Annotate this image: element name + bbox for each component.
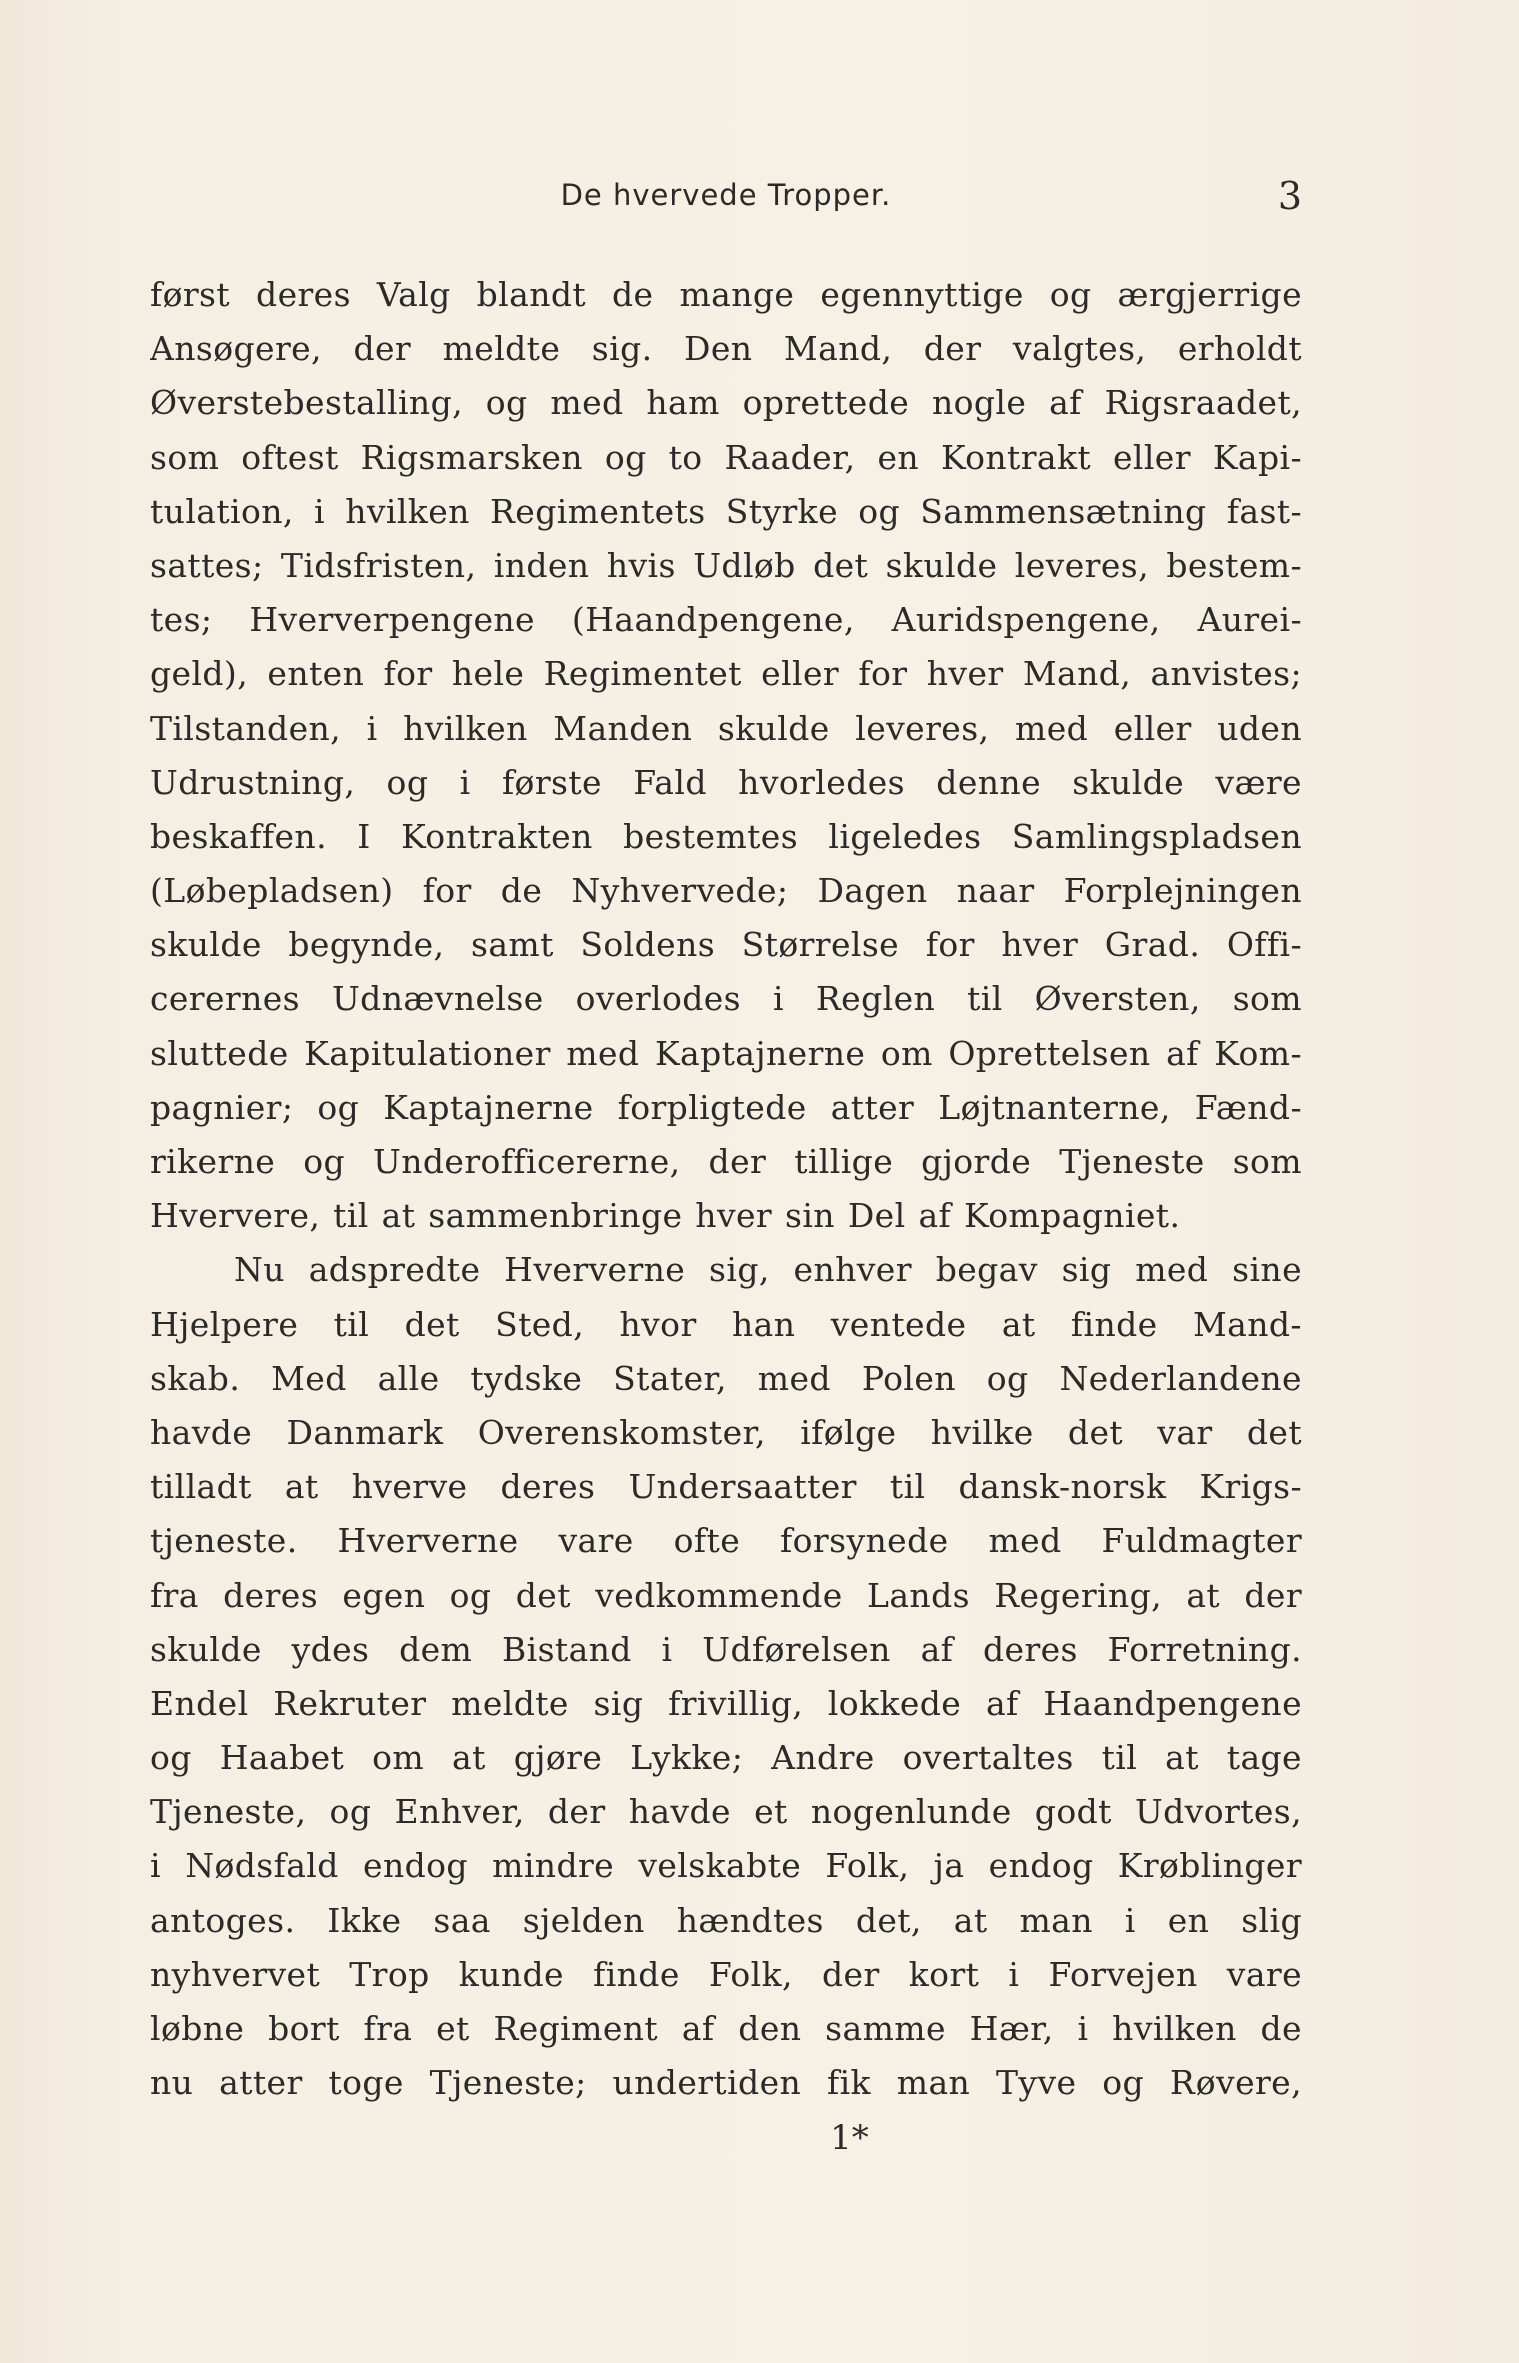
text-line: først deres Valg blandt de mange egennyttige og ærgjerrige	[150, 275, 1302, 314]
text-line: Hjelpere til det Sted, hvor han ventede at finde Mand-	[150, 1304, 1302, 1344]
text-line: Endel Rekruter meldte sig frivillig, lokkede af Haandpengene	[150, 1683, 1302, 1723]
text-line: nu atter toge Tjeneste; undertiden fik man Tyve og Røvere,	[150, 2063, 1302, 2103]
running-title: De hvervede Tropper.	[560, 178, 892, 212]
text-line: nyhvervet Trop kunde finde Folk, der kort i Forvejen vare	[150, 1954, 1302, 1994]
text-line: Hververe, til at sammenbringe hver sin Del af Kompagniet.	[150, 1196, 1181, 1236]
text-line: Tilstanden, i hvilken Manden skulde leveres, med eller uden	[150, 708, 1302, 748]
text-line: løbne bort fra et Regiment af den samme Hær, i hvilken de	[150, 2009, 1302, 2048]
text-line: tjeneste. Hververne vare ofte forsynede med Fuldmagter	[150, 1521, 1302, 1561]
text-line: tilladt at hverve deres Undersaatter til dansk-norsk Krigs-	[150, 1467, 1302, 1507]
signature-mark: 1*	[830, 2118, 869, 2158]
text-line: som oftest Rigsmarsken og to Raader, en Kontrakt eller Kapi-	[150, 437, 1302, 477]
text-line: tulation, i hvilken Regimentets Styrke og Sammensætning fast-	[150, 491, 1302, 531]
text-line: antoges. Ikke saa sjelden hændtes det, at man i en slig	[150, 1900, 1302, 1940]
text-line: Øverstebestalling, og med ham oprettede nogle af Rigsraadet,	[150, 383, 1302, 423]
text-line: Tjeneste, og Enhver, der havde et nogenlunde godt Udvortes,	[150, 1792, 1302, 1832]
text-line: skulde ydes dem Bistand i Udførelsen af deres Forretning.	[150, 1629, 1302, 1669]
text-line: tes; Hververpengene (Haandpengene, Auridspengene, Aurei-	[150, 600, 1302, 640]
text-line: sattes; Tidsfristen, inden hvis Udløb det skulde leveres, bestem-	[150, 545, 1302, 585]
text-line: geld), enten for hele Regimentet eller for hver Mand, anvistes;	[150, 654, 1302, 694]
text-line: skulde begynde, samt Soldens Størrelse for hver Grad. Offi-	[150, 925, 1302, 965]
text-line: fra deres egen og det vedkommende Lands Regering, at der	[150, 1575, 1302, 1615]
text-line: Nu adspredte Hververne sig, enhver begav sig med sine	[234, 1250, 1302, 1290]
body-text	[150, 268, 1302, 2110]
text-line: rikerne og Underofficererne, der tillige gjorde Tjeneste som	[150, 1142, 1302, 1181]
text-line: (Løbepladsen) for de Nyhvervede; Dagen naar Forplejningen	[150, 871, 1302, 911]
text-line: sluttede Kapitulationer med Kaptajnerne om Oprettelsen af Kom-	[150, 1033, 1302, 1073]
text-line: Udrustning, og i første Fald hvorledes denne skulde være	[150, 762, 1302, 802]
page-header	[150, 174, 1302, 238]
text-line: og Haabet om at gjøre Lykke; Andre overtaltes til at tage	[150, 1738, 1302, 1778]
text-line: beskaffen. I Kontrakten bestemtes ligeledes Samlingspladsen	[150, 816, 1302, 856]
text-line: Ansøgere, der meldte sig. Den Mand, der valgtes, erholdt	[150, 329, 1302, 369]
text-line: pagnier; og Kaptajnerne forpligtede atter Løjtnanterne, Fænd-	[150, 1087, 1302, 1127]
page-number: 3	[1277, 174, 1302, 218]
text-line: i Nødsfald endog mindre velskabte Folk, ja endog Krøblinger	[150, 1846, 1302, 1886]
text-line: skab. Med alle tydske Stater, med Polen og Nederlandene	[150, 1358, 1302, 1398]
text-line: havde Danmark Overenskomster, ifølge hvilke det var det	[150, 1412, 1302, 1452]
text-line: cerernes Udnævnelse overlodes i Reglen til Øversten, som	[150, 979, 1302, 1019]
